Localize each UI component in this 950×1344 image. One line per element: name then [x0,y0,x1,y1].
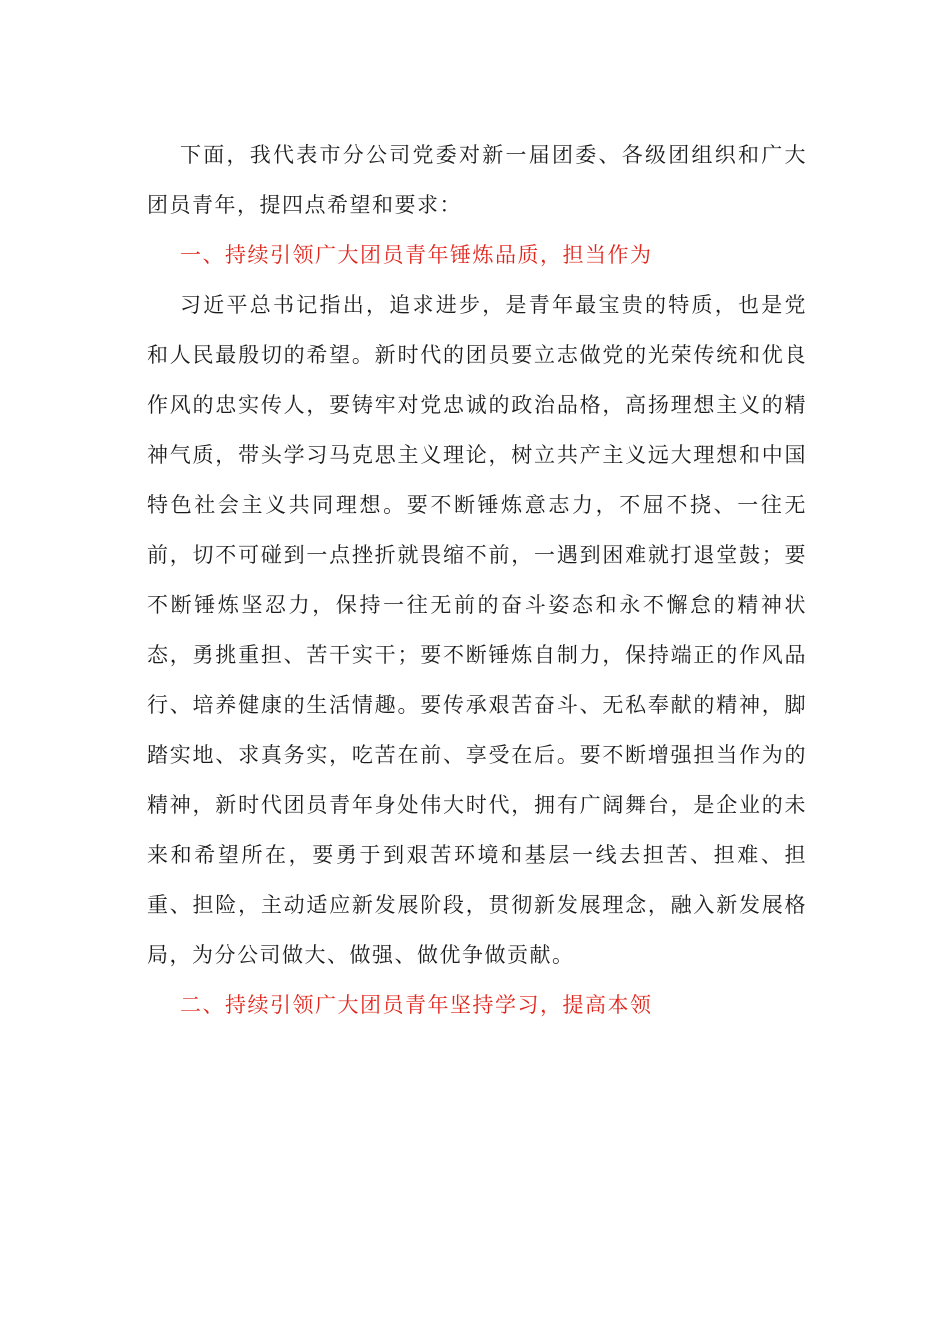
section-heading-1: 一、持续引领广大团员青年锤炼品质，担当作为 [180,243,653,267]
intro-paragraph: 下面，我代表市分公司党委对新一届团委、各级团组织和广大团员青年，提四点希望和要求： [147,143,807,217]
document-body [147,130,807,1030]
section-heading-2: 二、持续引领广大团员青年坚持学习，提高本领 [180,993,653,1017]
section-1-paragraph: 习近平总书记指出，追求进步，是青年最宝贵的特质，也是党和人民最殷切的希望。新时代的团员要立志做党的光荣传统和优良作风的忠实传人，要铸牢对党忠诚的政治品格，高扬理想主义的精神气质，带头学习马克思主义理论，树立共产主义远大理想和中国特色社会主义共同理想。要不断锤炼意志力，不屈不挠、一往无前，切不可碰到一点挫折就畏缩不前，一遇到困难就打退堂鼓；要不断锤炼坚忍力，保持一往无前的奋斗姿态和永不懈怠的精神状态，勇挑重担、苦干实干；要不断锤炼自制力，保持端正的作风品行、培养健康的生活情趣。要传承艰苦奋斗、无私奉献的精神，脚踏实地、求真务实，吃苦在前、享受在后。要不断增强担当作为的精神，新时代团员青年身处伟大时代，拥有广阔舞台，是企业的未来和希望所在，要勇于到艰苦环境和基层一线去担苦、担难、担重、担险，主动适应新发展阶段，贯彻新发展理念，融入新发展格局，为分公司做大、做强、做优争做贡献。 [147,293,807,967]
